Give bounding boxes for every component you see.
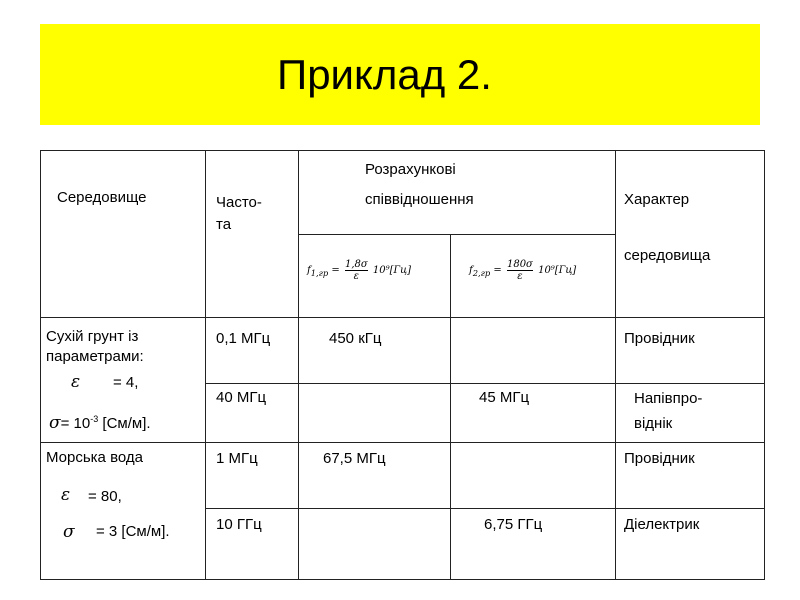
row4-f1 xyxy=(299,509,451,580)
row1-freq: 0,1 МГц xyxy=(206,318,299,384)
row4-f2: 6,75 ГГц xyxy=(451,509,616,580)
header-character-line2: середовища xyxy=(624,247,711,264)
dry-soil-line1: Сухій грунт із xyxy=(46,328,139,345)
sea-water-sigma-value: = 3 [См/м]. xyxy=(96,523,170,540)
row2-f2: 45 МГц xyxy=(451,384,616,443)
formula-2: $f_{2,гр}$ = $\frac{180\sigma}{\varepsilon}$ 10⁹[Гц] xyxy=(469,259,577,282)
row4-freq: 10 ГГц xyxy=(206,509,299,580)
sea-water-line1: Морська вода xyxy=(46,449,143,466)
row2-char: Напівпро- віднік xyxy=(616,384,765,443)
row4-char: Діелектрик xyxy=(616,509,765,580)
sigma-icon: σ xyxy=(49,413,61,433)
formula-1: $f_{1,гр}$ = $\frac{1,8\sigma}{\varepsilon}$ 10⁹[Гц] xyxy=(307,259,412,282)
header-frequency-line2: та xyxy=(216,216,232,233)
header-calc-line1: Розрахункові xyxy=(365,161,456,178)
header-calc-line2: співвідношення xyxy=(365,191,474,208)
row1-f1: 450 кГц xyxy=(299,318,451,384)
row2-freq: 40 МГц xyxy=(206,384,299,443)
header-frequency-line1: Часто- xyxy=(216,194,262,211)
row1-f2 xyxy=(451,318,616,384)
epsilon-icon: ε xyxy=(71,372,81,392)
formula-cell-1 xyxy=(299,235,451,318)
formula-cell-2 xyxy=(451,235,616,318)
sea-water-cell xyxy=(41,443,206,580)
dry-soil-sigma: $\sigma= 10^{-3}$ [См/м]. xyxy=(49,413,151,433)
page-title: Приклад 2. xyxy=(277,51,492,98)
header-calc xyxy=(299,151,616,235)
header-medium-label: Середовище xyxy=(57,189,147,206)
header-character-line1: Характер xyxy=(624,191,690,208)
sigma-icon: σ xyxy=(63,522,75,542)
row1-char: Провідник xyxy=(616,318,765,384)
dry-soil-eps-value: = 4, xyxy=(113,374,139,391)
row3-f2 xyxy=(451,443,616,509)
row3-freq: 1 МГц xyxy=(206,443,299,509)
header-frequency xyxy=(206,151,299,318)
sea-water-eps-value: = 80, xyxy=(88,488,122,505)
row2-f1 xyxy=(299,384,451,443)
dry-soil-line2: параметрами: xyxy=(46,348,144,365)
row3-char: Провідник xyxy=(616,443,765,509)
dry-soil-cell xyxy=(41,318,206,443)
header-medium xyxy=(41,151,206,318)
data-table xyxy=(40,150,765,580)
epsilon-icon: ε xyxy=(61,485,71,505)
header-character xyxy=(616,151,765,318)
row3-f1: 67,5 МГц xyxy=(299,443,451,509)
